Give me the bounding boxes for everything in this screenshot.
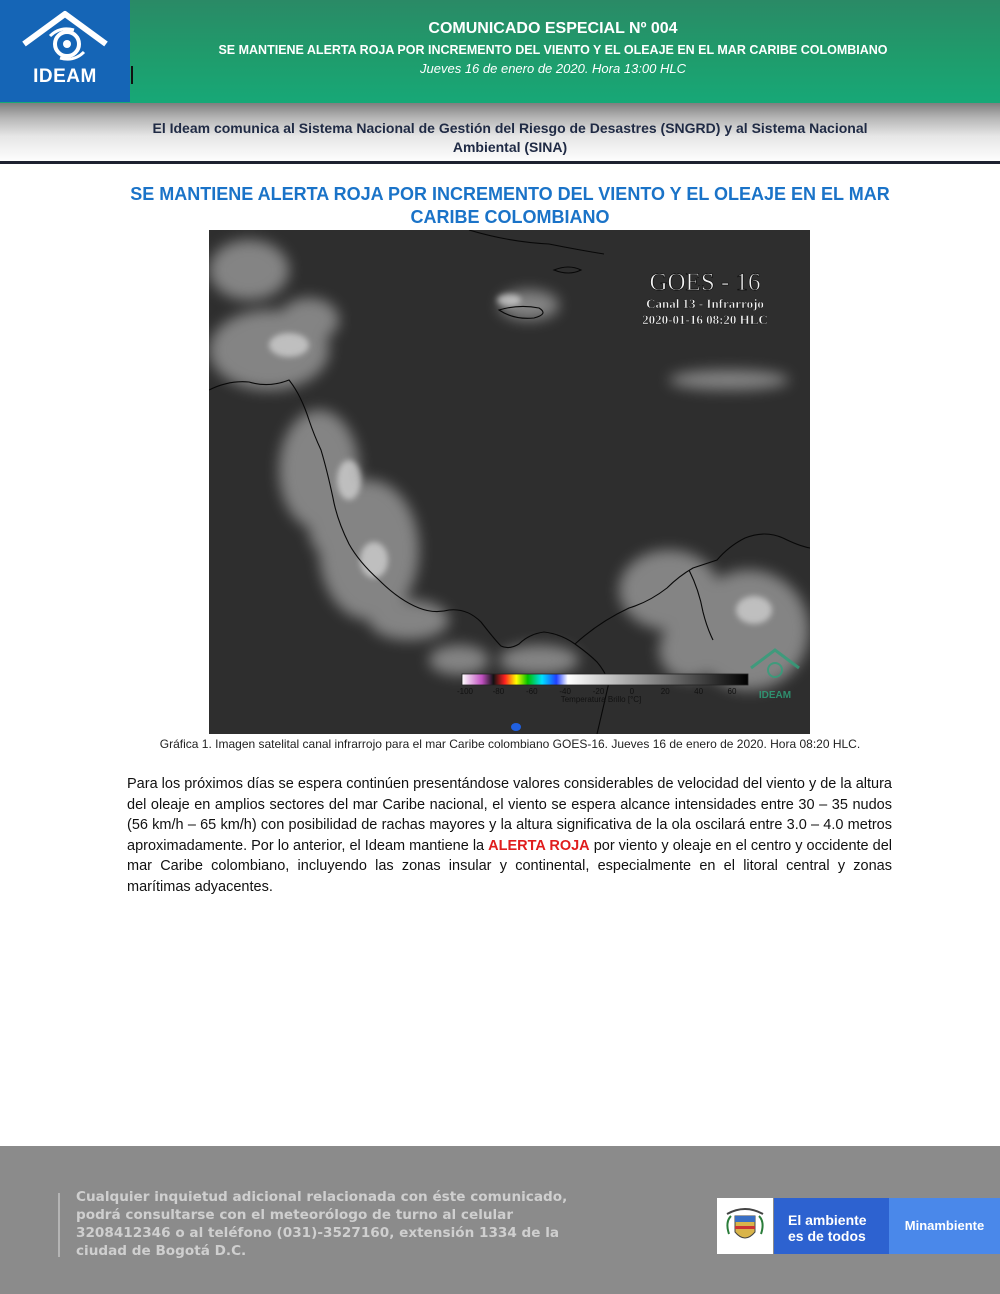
intro-text: El Ideam comunica al Sistema Nacional de Gestión del Riesgo de Desastres (SNGRD) y al Sistema Nacional Ambiental (SINA)	[152, 120, 868, 155]
logo-text: IDEAM	[33, 66, 97, 87]
scale-tick-label: 0	[629, 687, 635, 696]
page-title: SE MANTIENE ALERTA ROJA POR INCREMENTO DEL VIENTO Y EL OLEAJE EN EL MAR CARIBE COLOMBIANO	[130, 184, 890, 227]
body-paragraph	[127, 774, 892, 898]
scale-tick-label: 60	[727, 687, 737, 696]
scale-tick-label: -80	[492, 687, 505, 696]
bulletin-date: Jueves 16 de enero de 2020. Hora 13:00 HLC	[420, 61, 686, 76]
bulletin-subtitle: SE MANTIENE ALERTA ROJA POR INCREMENTO DEL VIENTO Y EL OLEAJE EN EL MAR CARIBE COLOMBIANO	[218, 43, 888, 57]
figure-caption: Gráfica 1. Imagen satelital canal infrarrojo para el mar Caribe colombiano GOES-16. Jueves 16 de enero de 2020. Hora 08:20 HLC.	[159, 737, 861, 751]
coat-of-arms-icon	[717, 1198, 773, 1254]
footer-contact-text: Cualquier inquietud adicional relacionada con éste comunicado, podrá consultarse con el meteorólogo de turno al celular 3208412346 o al teléfono (031)-3527160, extensión 1334 de la ciudad de Bogotá D.C.	[76, 1189, 568, 1259]
ideam-logo-icon	[0, 0, 130, 66]
divider	[0, 161, 1000, 164]
government-logo-block	[717, 1198, 1000, 1254]
bulletin-title: COMUNICADO ESPECIAL Nº 004	[428, 20, 678, 37]
scale-tick-label: -40	[559, 687, 571, 696]
ideam-watermark: IDEAM	[758, 690, 792, 701]
footer	[0, 1146, 1000, 1294]
scale-tick-label: 40	[694, 687, 704, 696]
alert-level-label: ALERTA ROJA	[488, 837, 590, 854]
scale-tick-label: 20	[660, 687, 670, 696]
scale-tick-label: -60	[525, 687, 538, 696]
logo-separator	[131, 66, 133, 84]
satellite-image	[209, 230, 810, 734]
temperature-scale-title: Temperatura Brillo [°C]	[560, 695, 642, 704]
body-text-part2: por viento y oleaje en el centro y occidente del mar Caribe colombiano, incluyendo las zonas insular y continental, especialmente en el litoral central y zonas marítimas adyacentes.	[127, 837, 892, 895]
footer-accent-line	[58, 1193, 60, 1257]
satellite-title: GOES - 16	[649, 269, 761, 296]
ministry-name: Minambiente	[889, 1198, 1000, 1254]
body-text-part1: Para los próximos días se espera continúen presentándose valores considerables de velocidad del viento y de la altura del oleaje en amplios sectores del mar Caribe nacional, el viento se espera alcance intensidades entre 30 – 35 nudos (56 km/h – 65 km/h) con posibilidad de rachas mayores y la altura significativa de la ola oscilará entre 3.0 – 4.0 metros aproximadamente. Por lo anterior, el Ideam mantiene la	[127, 776, 892, 854]
satellite-timestamp: 2020-01-16 08:20 HLC	[642, 312, 768, 327]
government-slogan: El ambiente es de todos	[774, 1198, 889, 1254]
scale-tick-label: -100	[456, 687, 474, 696]
scale-tick-label: -20	[592, 687, 605, 696]
header-banner	[0, 0, 1000, 103]
ideam-logo	[0, 0, 130, 102]
intro-band	[0, 103, 1000, 163]
satellite-channel: Canal 13 - Infrarrojo	[646, 296, 764, 311]
temperature-scale-bar	[462, 674, 748, 685]
